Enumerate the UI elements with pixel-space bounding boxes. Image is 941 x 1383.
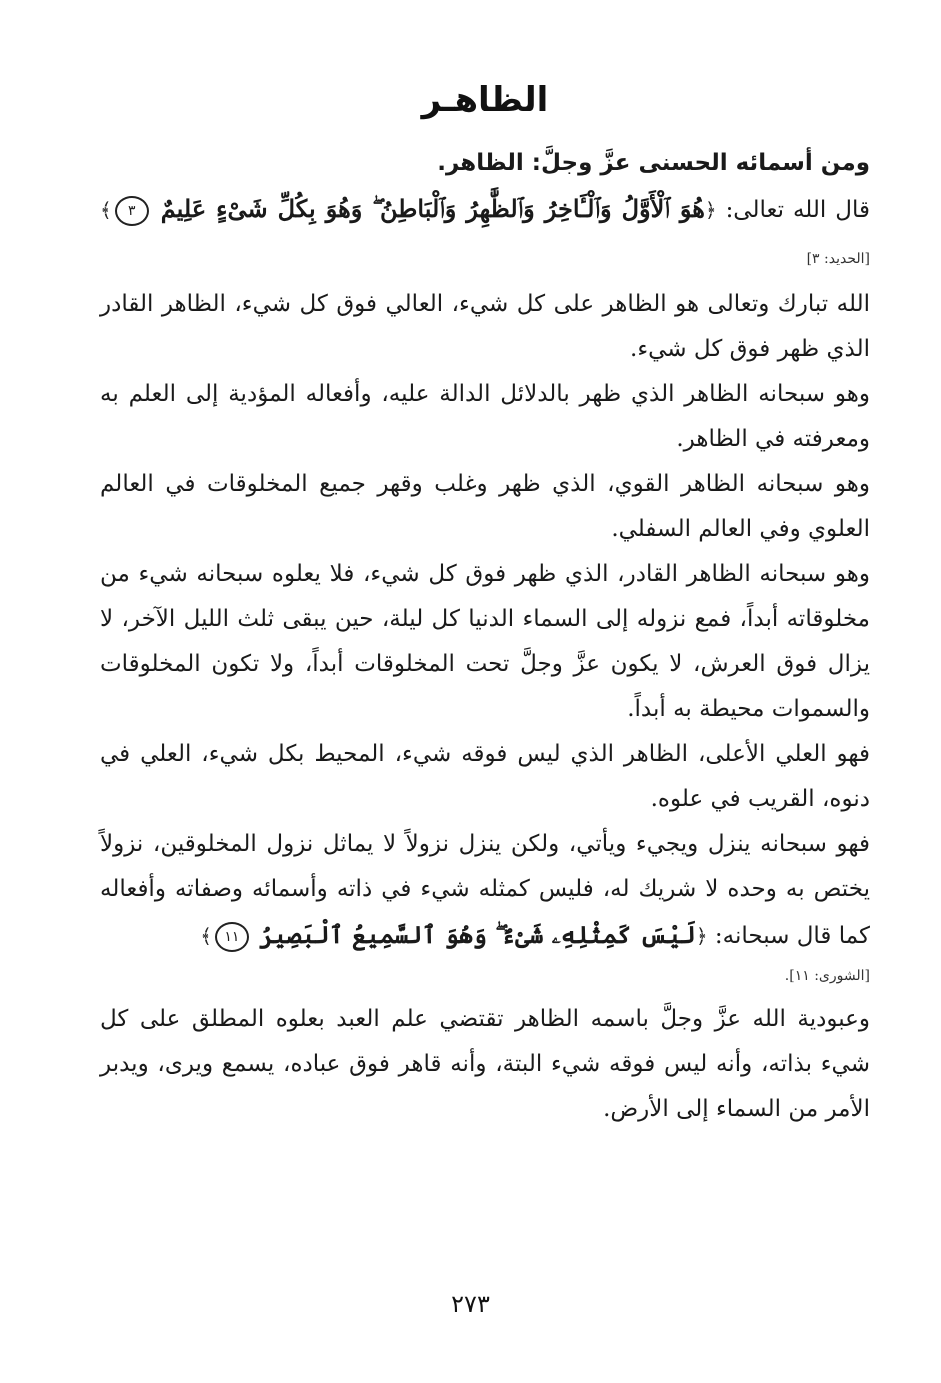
- paragraph-4: وهو سبحانه الظاهر القادر، الذي ظهر فوق كل شيء، فلا يعلوه سبحانه شيء من مخلوقاته أبداً، فمع نزوله إلى السماء الدنيا كل ليلة، حين يبقى ثلث الليل الآخر، لا يزال فوق العرش، لا يكون عزَّ وجلَّ تحت المخلوقات أبداً، ولا تكون المخلوقات والسموات محيطة به أبداً.: [100, 561, 870, 722]
- ornate-bracket-open: ﴿: [695, 924, 708, 948]
- surah-reference-1: [الحديد: ٣]: [806, 251, 870, 267]
- quran-verse-1: هُوَ ٱلْأَوَّلُ وَٱلْـَٔاخِرُ وَٱلظَّٰهِرُ وَٱلْبَاطِنُ ۖ وَهُوَ بِكُلِّ شَىْءٍ عَلِيمٌ: [160, 194, 705, 223]
- paragraph-3: وهو سبحانه الظاهر القوي، الذي ظهر وغلب وقهر جميع المخلوقات في العالم العلوي وفي العالم السفلي.: [100, 471, 870, 542]
- ayah-number-mark: ١١: [215, 922, 249, 952]
- paragraph-5: فهو العلي الأعلى، الظاهر الذي ليس فوقه شيء، المحيط بكل شيء، العلي في دنوه، القريب في علوه.: [100, 741, 870, 812]
- paragraph-2: وهو سبحانه الظاهر الذي ظهر بالدلائل الدالة عليه، وأفعاله المؤدية إلى العلم به ومعرفته في الظاهر.: [100, 381, 870, 452]
- surah-reference-2: [الشورى: ١١].: [784, 968, 870, 984]
- ornate-bracket-open: ﴿: [704, 198, 717, 222]
- paragraph-7: وعبودية الله عزَّ وجلَّ باسمه الظاهر تقتضي علم العبد بعلوه المطلق على كل شيء بذاته، وأنه ليس فوقه شيء البتة، وأنه قاهر فوق عباده، يسمع ويرى، ويدبر الأمر من السماء إلى الأرض.: [100, 1006, 870, 1122]
- paragraph-6-text: فهو سبحانه ينزل ويجيء ويأتي، ولكن ينزل نزولاً لا يماثل نزول المخلوقين، نزولاً يختص به وحده لا شريك له، فليس كمثله شيء في ذاته وأسمائه وصفاته وأفعاله كما قال سبحانه:: [100, 831, 870, 949]
- ayah-number-mark: ٣: [115, 196, 149, 226]
- verse-block-1: [100, 186, 870, 282]
- page-content: [100, 70, 870, 1132]
- intro-line: ومن أسمائه الحسنى عزَّ وجلَّ: الظاهر.: [437, 150, 870, 176]
- ornate-bracket-close: ﴾: [100, 198, 112, 222]
- quran-verse-2: لَيْسَ كَمِثْلِهِۦ شَىْءٌ ۖ وَهُوَ ٱلسَّمِيعُ ٱلْبَصِيرُ: [259, 920, 696, 949]
- page-title: الظاهـر: [421, 80, 549, 120]
- page-number: ٢٧٣: [451, 1290, 490, 1318]
- ornate-bracket-close: ﴾: [200, 924, 212, 948]
- verse-prefix: قال الله تعالى:: [725, 197, 870, 223]
- paragraph-1: الله تبارك وتعالى هو الظاهر على كل شيء، العالي فوق كل شيء، الظاهر القادر الذي ظهر فوق كل شيء.: [100, 291, 870, 362]
- paragraph-6: [100, 822, 870, 959]
